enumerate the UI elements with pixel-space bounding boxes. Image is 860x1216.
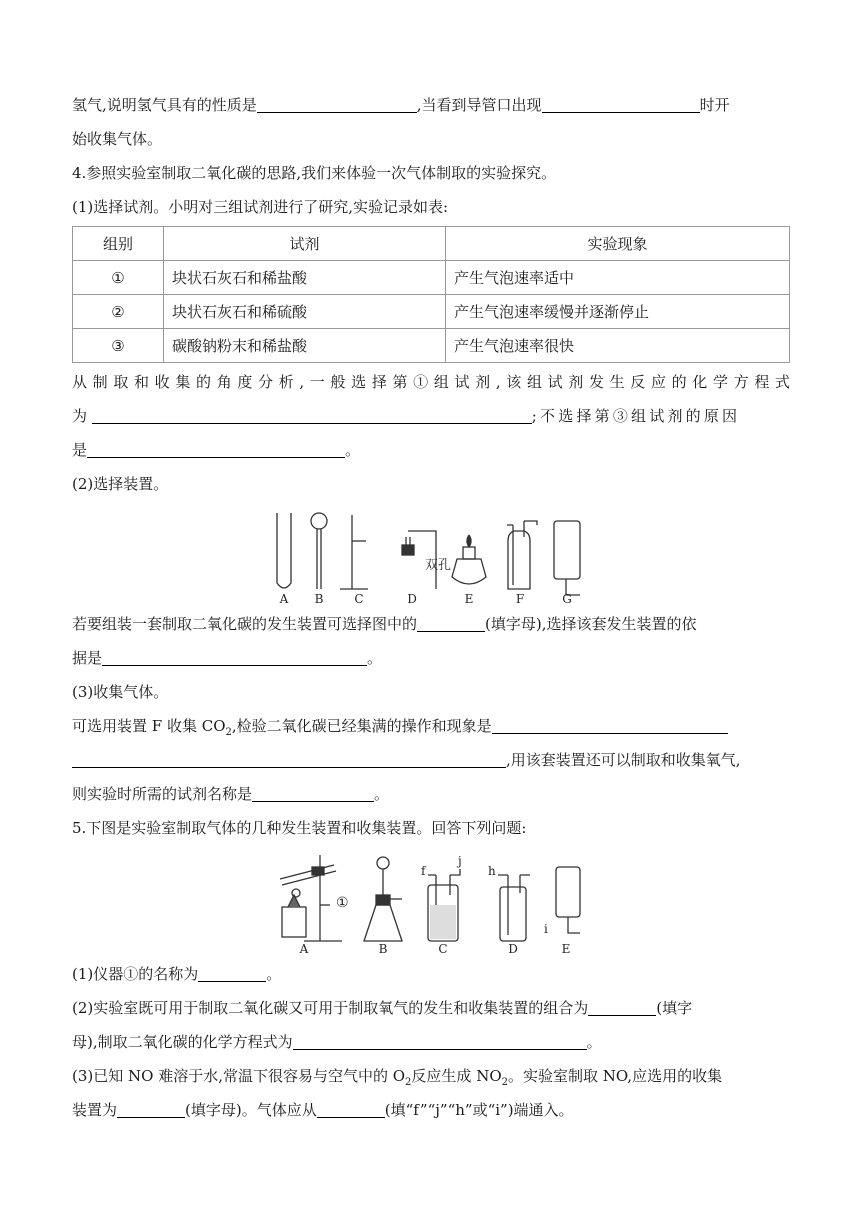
test-tube-icon: [277, 513, 291, 588]
port-label: i: [544, 922, 548, 936]
table-header: 组别: [73, 227, 164, 261]
funnel-icon: [311, 513, 327, 529]
figure-label: G: [562, 592, 572, 606]
q4-c-line3: 则实验时所需的试剂名称是 。: [72, 785, 390, 803]
answer-blank[interactable]: [417, 613, 485, 632]
table-header-row: [73, 227, 790, 261]
answer-blank[interactable]: [492, 715, 728, 734]
table-cell: 产生气泡速率缓慢并逐渐停止: [446, 295, 790, 329]
answer-blank[interactable]: [542, 94, 700, 113]
answer-blank[interactable]: [317, 1099, 385, 1118]
gas-bottle-icon: [500, 887, 526, 941]
table-cell: ②: [73, 295, 164, 329]
table-cell: 产生气泡速率适中: [446, 261, 790, 295]
q3-line2: [72, 122, 790, 156]
q5-s3-line1: (3)已知 NO 难溶于水,常温下很容易与空气中的 $O_2$反应生成 $NO_2$。实验室制取 NO,应选用的收集: [72, 1067, 723, 1088]
q3-text: 时开: [699, 96, 730, 114]
apparatus-drawing-1: [72, 501, 790, 607]
table-header: 试剂: [164, 227, 446, 261]
circle-one-label: ①: [336, 895, 349, 911]
table-cell: ①: [73, 261, 164, 295]
table-row: [73, 261, 790, 295]
figure-label: C: [438, 942, 448, 956]
table-cell: ③: [73, 329, 164, 363]
q5-s2-line2: 母),制取二氧化碳的化学方程式为 。: [72, 1033, 602, 1051]
stopper-icon: [402, 545, 414, 555]
answer-blank[interactable]: [293, 1031, 587, 1050]
figure-label: B: [378, 942, 388, 956]
table-cell: 块状石灰石和稀盐酸: [164, 261, 446, 295]
answer-blank[interactable]: [102, 647, 367, 666]
q4-part3: (3)收集气体。: [72, 683, 169, 701]
table-header: 实验现象: [446, 227, 790, 261]
figure-label: F: [515, 592, 525, 606]
table-row: [73, 329, 790, 363]
q4-answer-line2: 为 ;不选择第③组试剂的原因: [72, 407, 741, 425]
figure-label: E: [561, 942, 571, 956]
apparatus-figure-2: [72, 845, 790, 957]
figure-label: A: [299, 942, 309, 956]
worksheet-page: [72, 88, 790, 1127]
q3-line1: [72, 88, 790, 122]
q5-s2-line1: (2)实验室既可用于制取二氧化碳又可用于制取氧气的发生和收集装置的组合为 (填字: [72, 999, 693, 1017]
separatory-funnel-icon: [377, 857, 389, 869]
q4-title: 4.参照实验室制取二氧化碳的思路,我们来体验一次气体制取的实验探究。: [72, 164, 557, 182]
q4-part1: (1)选择试剂。小明对三组试剂进行了研究,实验记录如表:: [72, 198, 449, 216]
answer-blank[interactable]: [252, 783, 374, 802]
d-note-label: 双孔: [424, 558, 451, 573]
q4-b-line1: 若要组装一套制取二氧化碳的发生装置可选择图中的 (填字母),选择该套发生装置的依: [72, 615, 697, 633]
answer-blank[interactable]: [257, 94, 417, 113]
collection-bottle-icon: [554, 521, 580, 579]
answer-blank[interactable]: [87, 439, 345, 458]
q3-text: 始收集气体。: [72, 130, 163, 148]
port-label: j: [458, 854, 462, 868]
figure-label: C: [354, 592, 364, 606]
q4-answer-line1: 从制取和收集的角度分析,一般选择第①组试剂,该组试剂发生反应的化学方程式: [72, 373, 790, 391]
answer-blank[interactable]: [588, 997, 656, 1016]
alcohol-lamp-icon: [452, 559, 486, 584]
apparatus-figure-1: [72, 501, 790, 607]
q4-b-line2: 据是 。: [72, 649, 383, 667]
figure-label: D: [407, 592, 417, 606]
answer-blank[interactable]: [72, 749, 506, 768]
apparatus-drawing-2: [72, 845, 790, 957]
q3-text: ,当看到导管口出现: [416, 96, 542, 114]
answer-blank[interactable]: [92, 405, 532, 424]
q5-s3-line2: 装置为 (填字母)。气体应从 (填“f”“j”“h”或“i”)端通入。: [72, 1101, 574, 1119]
table-cell: 碳酸钠粉末和稀盐酸: [164, 329, 446, 363]
table-cell: 产生气泡速率很快: [446, 329, 790, 363]
gas-bottle-icon: [508, 531, 530, 589]
figure-label: B: [314, 592, 324, 606]
answer-blank[interactable]: [198, 963, 266, 982]
figure-label: E: [464, 592, 474, 606]
test-tube-icon: [280, 865, 334, 879]
port-label: h: [488, 864, 496, 878]
q4-c-line2: ,用该套装置还可以制取和收集氧气,: [72, 743, 790, 777]
q5-s1: (1)仪器①的名称为 。: [72, 965, 282, 983]
conical-flask-icon: [364, 905, 402, 941]
q4-part2: (2)选择装置。: [72, 475, 169, 493]
q4-answer-line3: 是 。: [72, 441, 361, 459]
q5-title: 5.下图是实验室制取气体的几种发生装置和收集装置。回答下列问题:: [72, 819, 527, 837]
alcohol-lamp-icon: [282, 907, 306, 937]
answer-blank[interactable]: [117, 1099, 185, 1118]
q4-c-line1: 可选用装置 F 收集 $CO_2$,检验二氧化碳已经集满的操作和现象是: [72, 709, 790, 743]
port-label: f: [421, 864, 426, 878]
q3-text: 氢气,说明氢气具有的性质是: [72, 96, 257, 114]
figure-label: A: [279, 592, 289, 606]
reagent-table: [72, 226, 790, 363]
collection-bottle-icon: [556, 867, 580, 917]
table-row: [73, 295, 790, 329]
figure-label: D: [508, 942, 518, 956]
table-cell: 块状石灰石和稀硫酸: [164, 295, 446, 329]
